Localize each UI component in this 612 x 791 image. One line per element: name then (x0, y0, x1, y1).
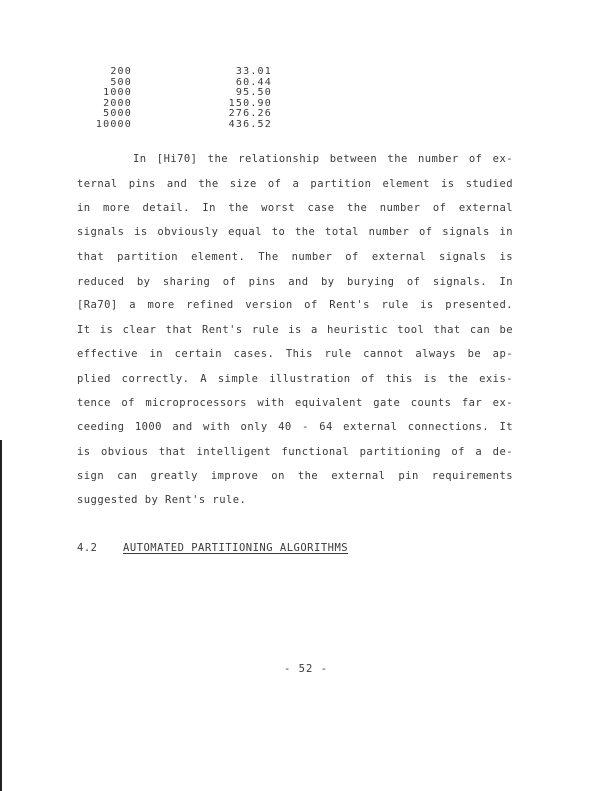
table-cell-gates: 500 (110, 76, 132, 88)
table-row (70, 120, 290, 131)
paragraph-line: reduced by sharing of pins and by burying of signals. In (77, 276, 513, 288)
table-cell-gates: 5000 (103, 108, 132, 120)
paragraph-line: [Ra70] a more refined version of Rent's rule is presented. (77, 299, 513, 311)
table-cell-value: 60.44 (235, 76, 272, 88)
table-cell-gates: 200 (110, 66, 132, 77)
paragraph-line: ceeding 1000 and with only 40 - 64 external connections. It (77, 421, 513, 433)
table-cell-value: 95.50 (235, 87, 272, 99)
table-cell-value: 33.01 (235, 66, 272, 77)
table-cell-gates: 1000 (103, 87, 132, 99)
paragraph-line: that partition element. The number of external signals is (77, 251, 513, 263)
table-row (70, 67, 290, 78)
table-cell-gates: 2000 (103, 97, 132, 109)
table-cell-gates: 10000 (95, 118, 132, 130)
section-heading (77, 542, 348, 554)
paragraph-line: effective in certain cases. This rule cannot always be ap- (77, 348, 513, 360)
paragraph-line: in more detail. In the worst case the number of external (77, 202, 513, 214)
paragraph-line: tence of microprocessors with equivalent gate counts far ex- (77, 397, 513, 409)
data-table (70, 67, 290, 131)
paragraph-line: suggested by Rent's rule. (77, 494, 247, 506)
table-cell-value: 436.52 (228, 118, 272, 130)
page-number: - 52 - (284, 663, 328, 675)
paragraph-line: is obvious that intelligent functional partitioning of a de- (77, 446, 513, 458)
paragraph-line: ternal pins and the size of a partition element is studied (77, 178, 513, 190)
table-cell-value: 150.90 (228, 97, 272, 109)
table-cell-value: 276.26 (228, 108, 272, 120)
paragraph-line: In [Hi70] the relationship between the number of ex- (133, 153, 513, 165)
paragraph-line: sign can greatly improve on the external pin requirements (77, 470, 513, 482)
paragraph-line: signals is obviously equal to the total number of signals in (77, 226, 513, 238)
paragraph-line: plied correctly. A simple illustration of this is the exis- (77, 373, 513, 385)
section-title: AUTOMATED PARTITIONING ALGORITHMS (123, 542, 349, 554)
scan-edge-mark (0, 440, 2, 791)
paragraph-line: It is clear that Rent's rule is a heuristic tool that can be (77, 324, 513, 336)
section-number: 4.2 (77, 542, 98, 554)
